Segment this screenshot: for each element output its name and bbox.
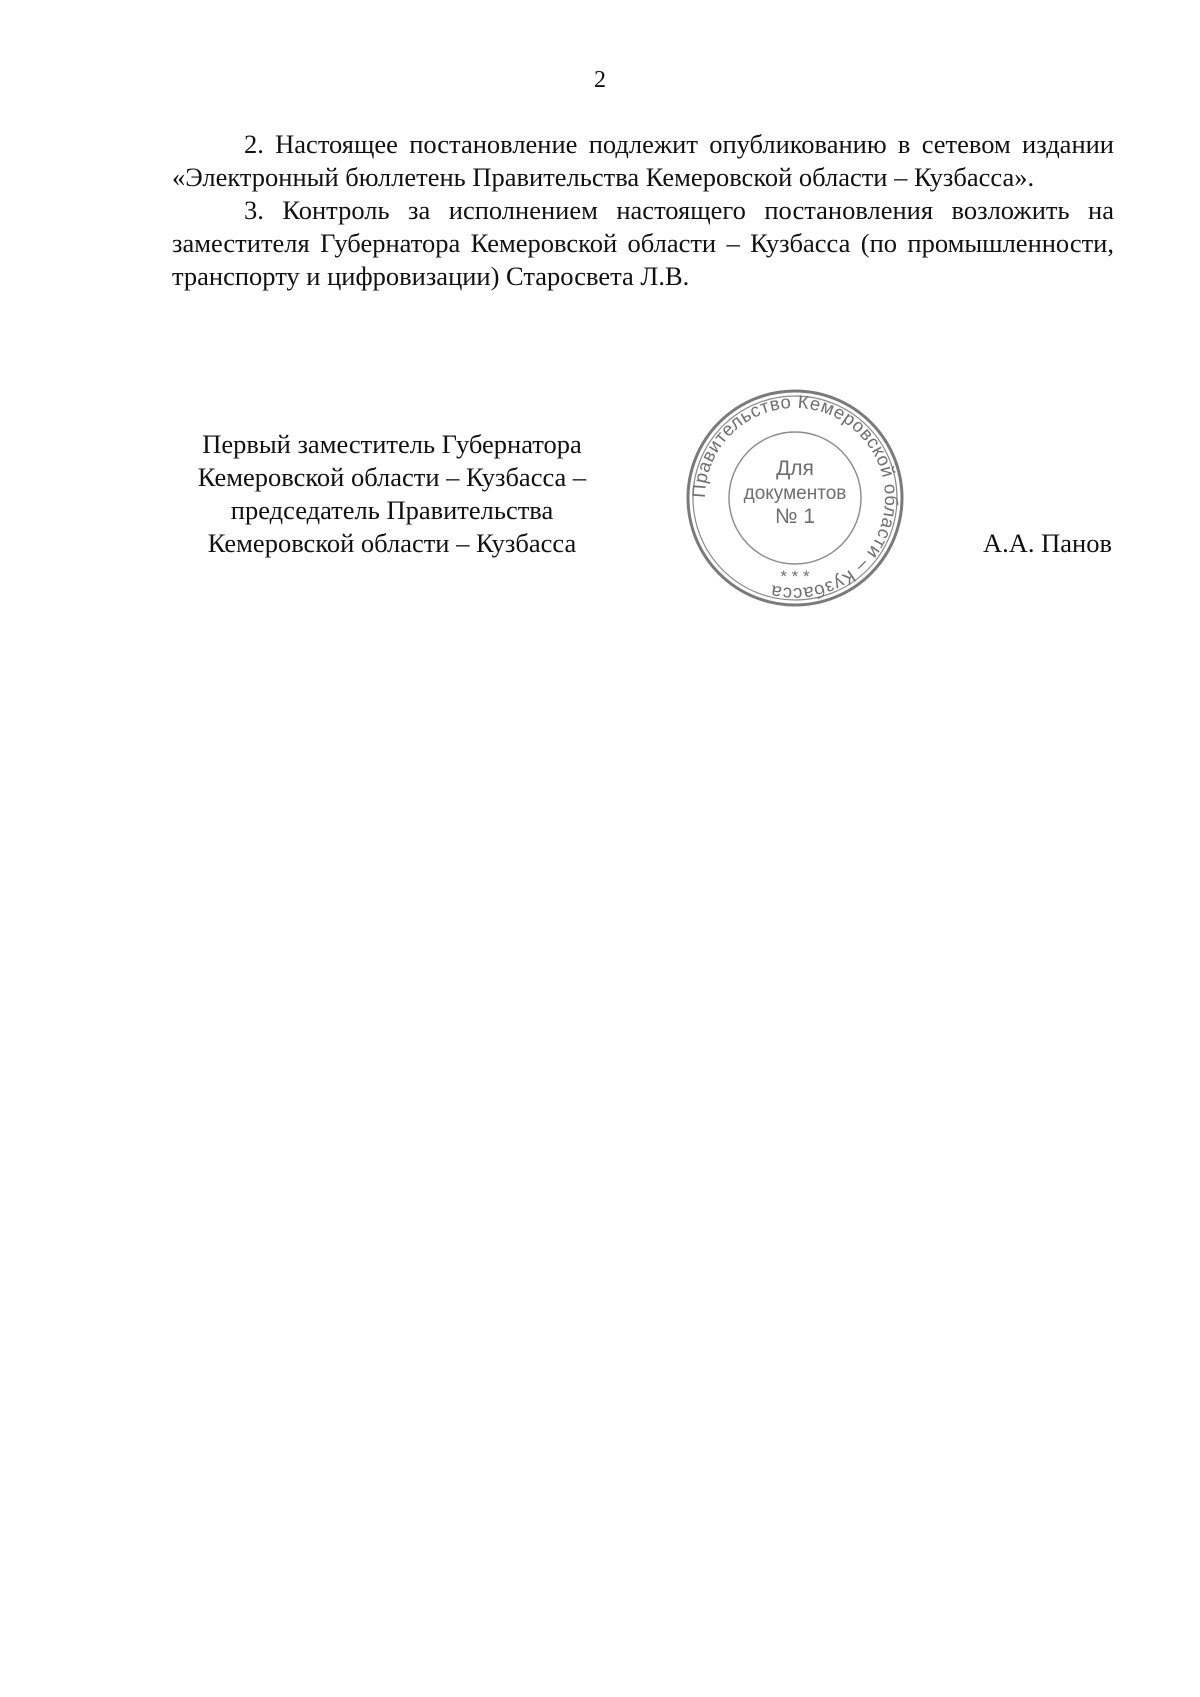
stamp-seal-graphic [684,387,906,609]
stamp-center-line: № 1 [774,505,816,528]
official-stamp [684,387,906,609]
signatory-position-line: Кемеровской области – Кузбасса [207,528,577,558]
signatory-position-line: Первый заместитель Губернатора [202,429,582,459]
stamp-stars: * * * [780,567,810,586]
paragraph-control: 3. Контроль за исполнением настоящего постановления возложить на заместителя Губернатора Кемеровской области – Кузбасса (по промышленности, транспорту и цифровизации) Старосвета Л.В. [172,195,1114,291]
stamp-center-line: Для [776,457,814,480]
document-body [172,128,1114,293]
signatory-name: А.А. Панов [983,528,1112,558]
stamp-center-line: документов [743,483,847,504]
page-number: 2 [594,67,606,93]
signatory-position-line: Кемеровской области – Кузбасса – [197,462,587,492]
paragraph-publication: 2. Настоящее постановление подлежит опубликованию в сетевом издании «Электронный бюллетень Правительства Кемеровской области – Кузбасса». [172,129,1114,192]
signatory-position-line: председатель Правительства [230,495,554,525]
stamp-ring-text: Правительство Кемеровской области – Кузбасса [687,390,903,606]
signatory-position [162,428,622,560]
